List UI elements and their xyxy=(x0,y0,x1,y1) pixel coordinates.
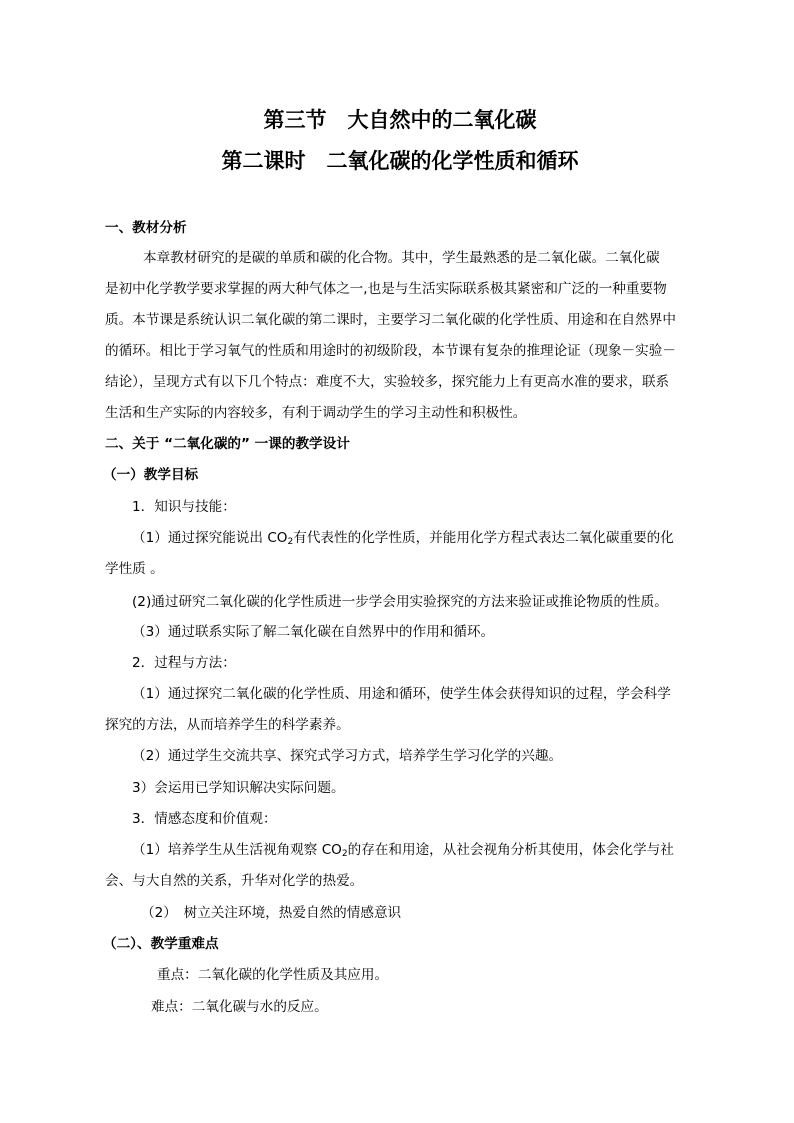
goal-category-heading: 3．情感态度和价值观： xyxy=(132,811,277,827)
section-heading-textbook-analysis: 一、教材分析 xyxy=(105,220,187,236)
goal-item: （2） 树立关注环境，热爱自然的情感意识 xyxy=(141,905,402,921)
subsection-heading-goals: （一）教学目标 xyxy=(103,467,199,483)
goal-item: （2）通过学生交流共享、探究式学习方式，培养学生学习化学的兴趣。 xyxy=(132,748,563,764)
goal-category-heading: 1．知识与技能： xyxy=(132,499,236,515)
goal-item-continued: 学性质 。 xyxy=(105,561,164,577)
paragraph-line: 的循环。相比于学习氧气的性质和用途时的初级阶段，本节课有复杂的推理论证（现象－实验－ xyxy=(105,343,676,359)
goal-category-heading: 2．过程与方法： xyxy=(132,655,236,671)
goal-item-continued: 会、与大自然的关系，升华对化学的热爱。 xyxy=(105,873,364,889)
chapter-title: 第三节 大自然中的二氧化碳 xyxy=(263,108,537,132)
key-point: 重点：二氧化碳的化学性质及其应用。 xyxy=(157,967,389,983)
paragraph-line: 本章教材研究的是碳的单质和碳的化合物。其中，学生最熟悉的是二氧化碳。二氧化碳 xyxy=(143,250,660,266)
goal-item: 3）会运用已学知识解决实际问题。 xyxy=(132,780,345,796)
goal-item: （1）通过探究二氧化碳的化学性质、用途和循环，使学生体会获得知识的过程，学会科学 xyxy=(132,686,671,702)
goal-item-continued: 探究的方法，从而培养学生的科学素养。 xyxy=(105,717,350,733)
goal-item: （1）培养学生从生活视角观察 $CO_2$的存在和用途，从社会视角分析其使用，体会化学与社 xyxy=(132,842,674,859)
difficult-point: 难点：二氧化碳与水的反应。 xyxy=(151,999,328,1015)
paragraph-line: 生活和生产实际的内容较多，有利于调动学生的学习主动性和积极性。 xyxy=(105,405,527,421)
goal-item: (2)通过研究二氧化碳的化学性质进一步学会用实验探究的方法来验证或推论物质的性质。 xyxy=(132,594,668,610)
paragraph-line: 是初中化学教学要求掌握的两大种气体之一,也是与生活实际联系极其紧密和广泛的一种重要物 xyxy=(105,281,667,297)
subsection-heading-key-points: （二）、教学重难点 xyxy=(103,936,219,952)
section-heading-lesson-design: 二、关于 “二氧化碳的” 一课的教学设计 xyxy=(105,436,350,452)
paragraph-line: 结论），呈现方式有以下几个特点：难度不大，实验较多，探究能力上有更高水准的要求，联系 xyxy=(105,374,670,390)
goal-item: （1）通过探究能说出 $CO_2$有代表性的化学性质，并能用化学方程式表达二氧化碳重要的化 xyxy=(132,530,674,547)
lesson-subtitle: 第二课时 二氧化碳的化学性质和循环 xyxy=(221,149,579,173)
paragraph-line: 质。本节课是系统认识二氧化碳的第二课时，主要学习二氧化碳的化学性质、用途和在自然界中 xyxy=(105,312,676,328)
goal-item: （3）通过联系实际了解二氧化碳在自然界中的作用和循环。 xyxy=(132,624,495,640)
